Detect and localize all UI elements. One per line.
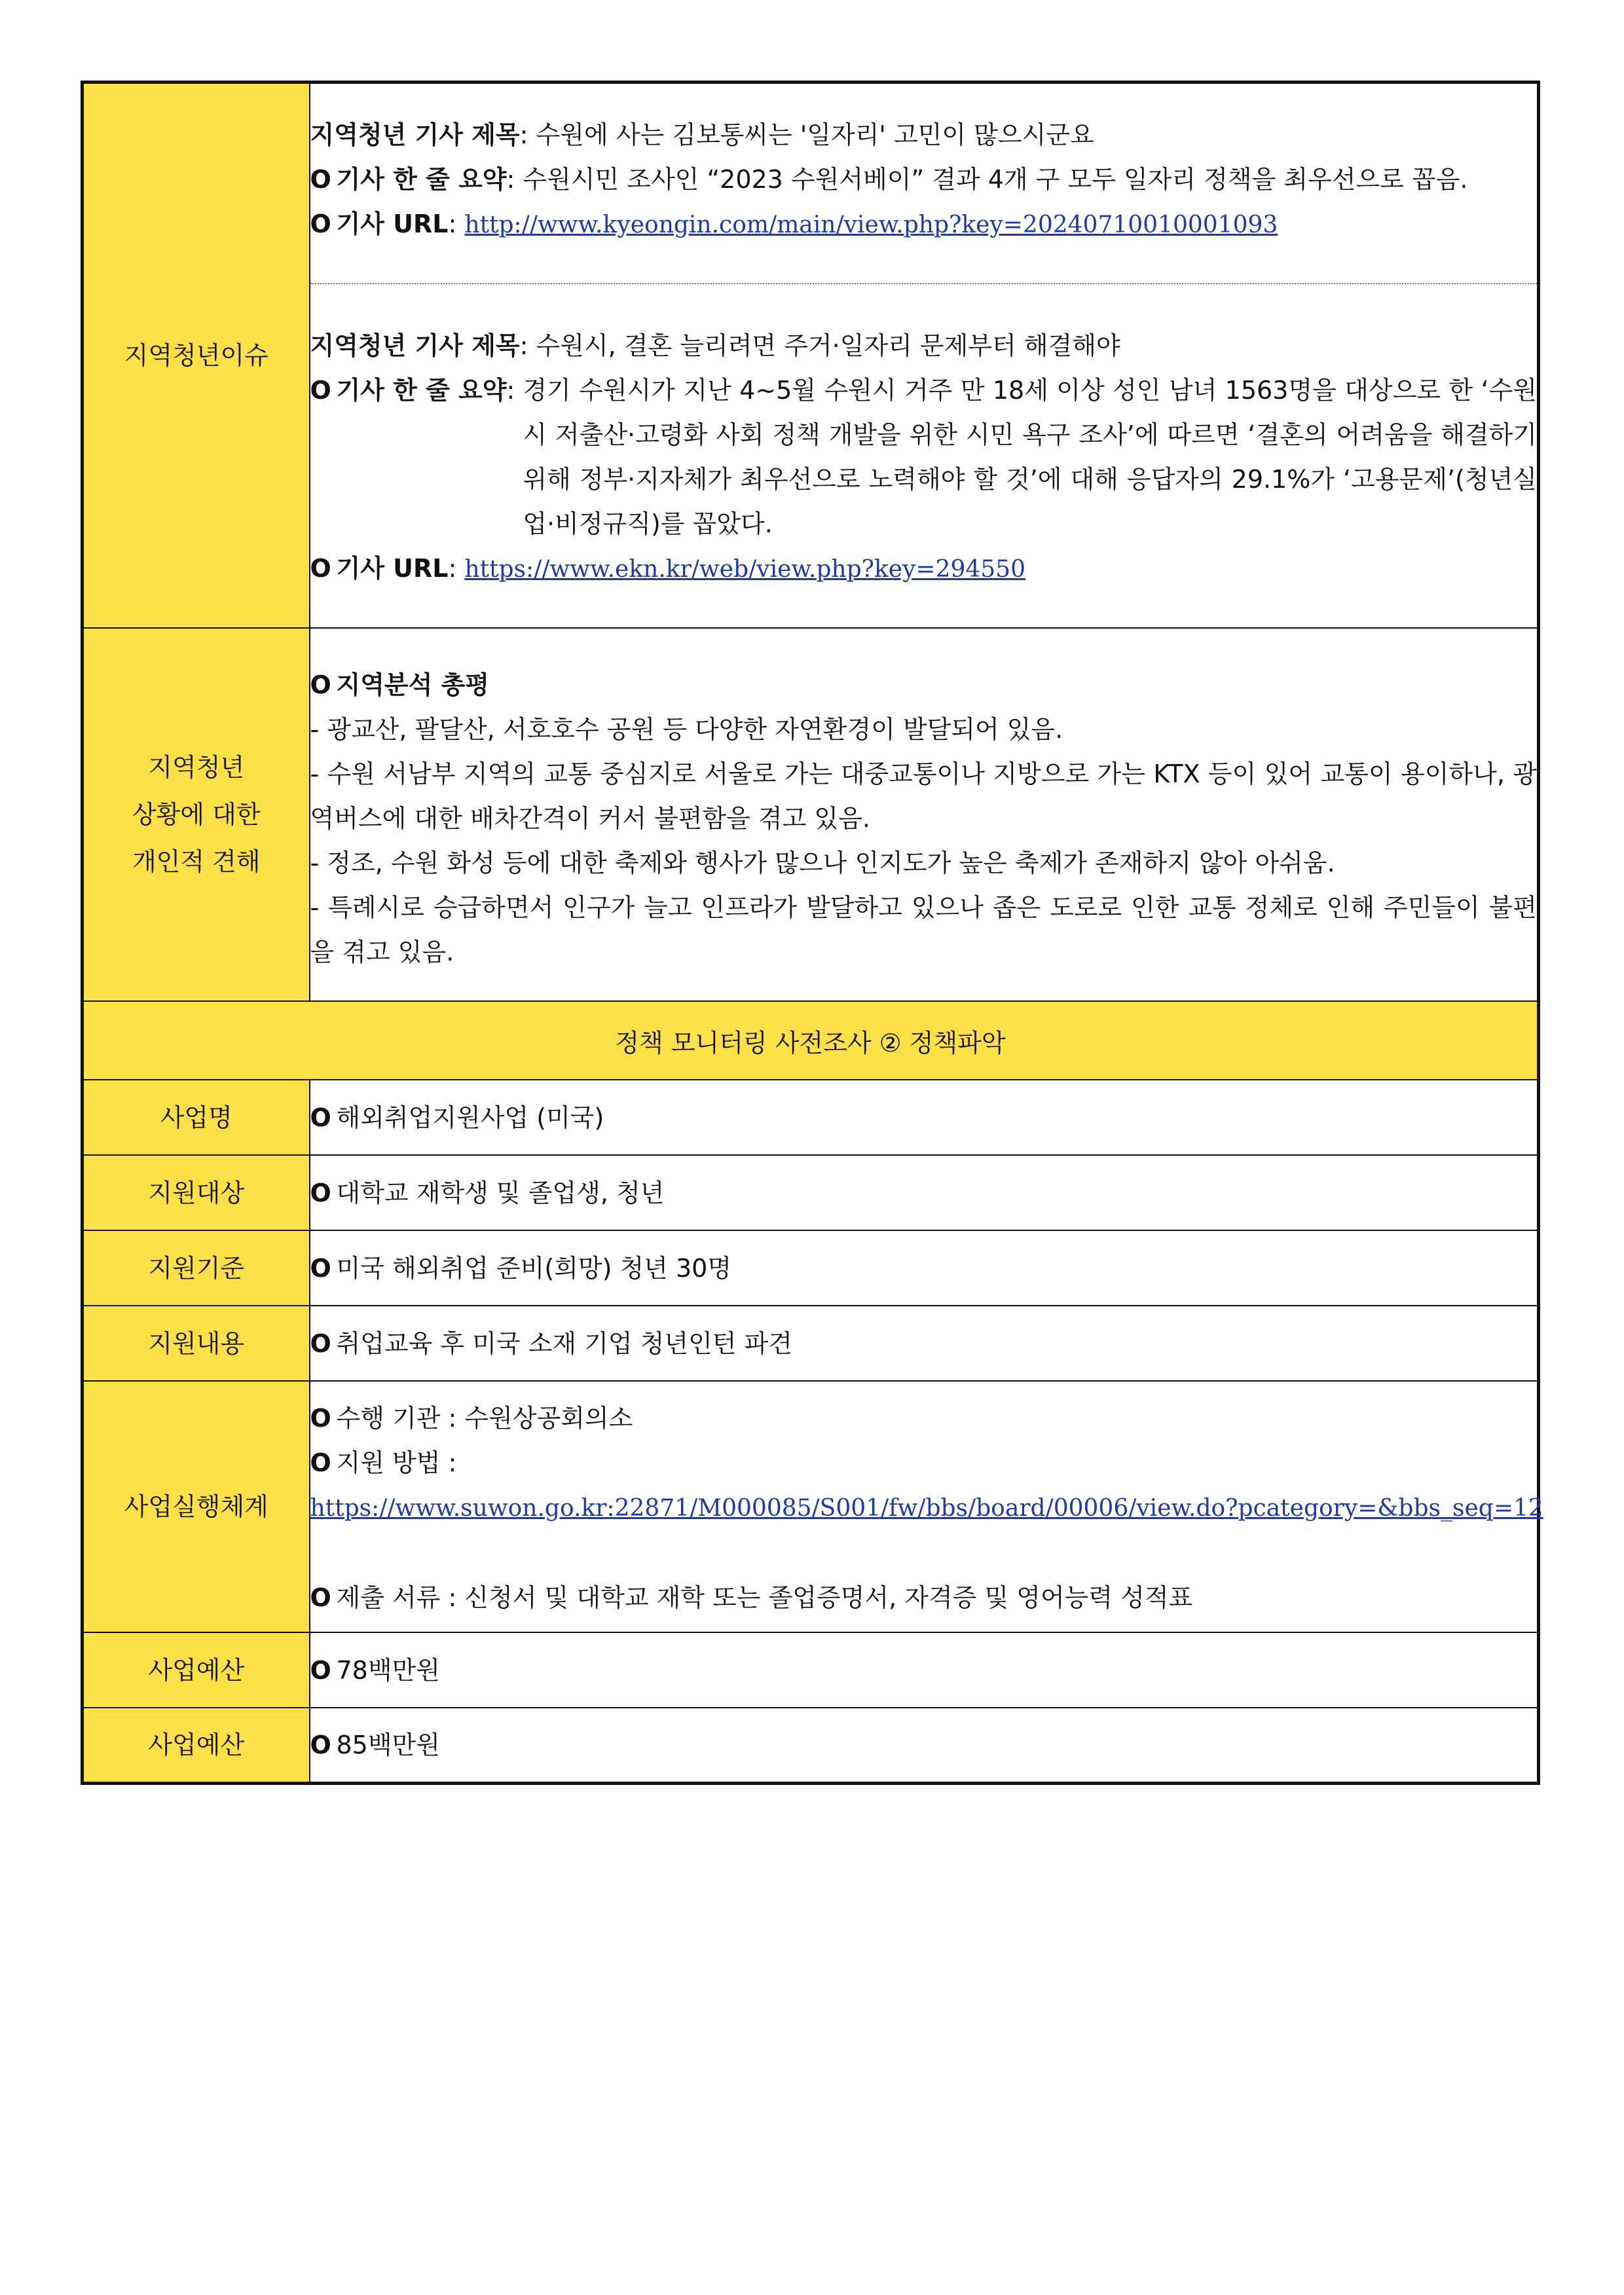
policy-row-label: 지원대상 — [83, 1155, 310, 1230]
policy-document-table — [81, 81, 1543, 1785]
policy-row-value — [310, 1155, 1539, 1230]
article-1-url-label: 기사 URL — [336, 210, 449, 238]
budget-value — [310, 1632, 1539, 1708]
article-2-summary-line — [310, 368, 1538, 546]
bullet-circle-icon: O — [310, 1448, 331, 1477]
article-2-url-line — [310, 546, 1538, 592]
article-1-url-line — [310, 202, 1538, 248]
budget-label: 사업예산 — [83, 1632, 310, 1708]
policy-row — [83, 1306, 1539, 1381]
execution-content — [310, 1381, 1543, 1632]
budget-row — [83, 1708, 1539, 1783]
colon: : — [448, 554, 457, 583]
article-1-title-label: 지역청년 기사 제목 — [310, 120, 520, 149]
article-2-summary-label: 기사 한 줄 요약 — [336, 376, 507, 405]
opinion-row — [83, 628, 1539, 1001]
article-1-summary-label: 기사 한 줄 요약 — [336, 165, 507, 194]
bullet-circle-icon: O — [310, 1253, 331, 1283]
opinion-point: - 특례시로 승급하면서 인구가 늘고 인프라가 발달하고 있으나 좁은 도로로 인한 교통 정체로 인해 주민들이 불편을 겪고 있음. — [310, 893, 1537, 966]
policy-row-label: 지원기준 — [83, 1230, 310, 1306]
opinion-heading-line — [310, 663, 1538, 707]
bullet-circle-icon: O — [310, 1583, 331, 1612]
bullet-circle-icon: O — [310, 1404, 331, 1433]
opinion-label — [83, 628, 310, 1001]
execution-method-line — [310, 1441, 1538, 1485]
blank-line — [310, 1531, 1538, 1575]
opinion-point: - 수원 서남부 지역의 교통 중심지로 서울로 가는 대중교통이나 지방으로 가는 KTX 등이 있어 교통이 용이하나, 광역버스에 대한 배차간격이 커서 불편함을 겪고 있음. — [310, 760, 1537, 833]
issues-content — [310, 83, 1539, 629]
opinion-label-line: 개인적 견해 — [132, 847, 261, 876]
issues-row — [83, 83, 1539, 629]
policy-row-value — [310, 1230, 1539, 1306]
article-2-title-label: 지역청년 기사 제목 — [310, 331, 520, 360]
policy-row — [83, 1155, 1539, 1230]
execution-documents: 제출 서류 : 신청서 및 대학교 재학 또는 졸업증명서, 자격증 및 영어능력 성적표 — [336, 1583, 1193, 1612]
bullet-circle-icon: O — [310, 210, 331, 238]
bullet-circle-icon: O — [310, 1329, 331, 1358]
execution-agency: 수행 기관 : 수원상공회의소 — [336, 1404, 633, 1433]
article-1-summary-line — [310, 157, 1538, 202]
policy-header-row — [83, 1001, 1539, 1080]
article-1-title: 수원에 사는 김보통씨는 '일자리' 고민이 많으시군요 — [536, 120, 1094, 149]
execution-row — [83, 1381, 1539, 1632]
article-2-url-label: 기사 URL — [336, 554, 449, 583]
issues-label: 지역청년이슈 — [83, 83, 310, 629]
article-2-url-link[interactable]: https://www.ekn.kr/web/view.php?key=294550 — [464, 556, 1025, 583]
opinion-content — [310, 628, 1539, 1001]
execution-method-url-line — [310, 1485, 1543, 1531]
colon: : — [448, 210, 457, 238]
article-1 — [310, 84, 1538, 283]
article-1-url-link[interactable]: http://www.kyeongin.com/main/view.php?key=20240710010001093 — [464, 211, 1278, 238]
budget-text: 85백만원 — [336, 1730, 440, 1759]
execution-label: 사업실행체계 — [83, 1381, 310, 1632]
bullet-circle-icon: O — [310, 165, 331, 194]
bullet-circle-icon: O — [310, 670, 331, 699]
policy-row-text: 해외취업지원사업 (미국) — [336, 1103, 604, 1132]
opinion-label-line: 지역청년 — [148, 753, 245, 782]
execution-method-url-link[interactable]: https://www.suwon.go.kr:22871/M000085/S001/fw/bbs/board/00006/view.do?pcategory=&bbs_seq=12 — [310, 1495, 1543, 1522]
colon: : — [519, 120, 528, 149]
budget-label: 사업예산 — [83, 1708, 310, 1783]
opinion-label-line: 상황에 대한 — [132, 800, 261, 829]
article-2-summary: 경기 수원시가 지난 4~5월 수원시 거주 만 18세 이상 성인 남녀 1563명을 대상으로 한 ‘수원시 저출산·고령화 사회 정책 개발을 위한 시민 욕구 조사’에 따르면 ‘결혼의 어려움을 해결하기 위해 정부·지자체가 최우선으로 노력해야 할 것’에 대해 응답자의 29.1%가 ‘고용문제’(청년실업·비정규직)를 꼽았다. — [523, 376, 1537, 538]
article-2 — [310, 283, 1538, 627]
article-2-title: 수원시, 결혼 늘리려면 주거·일자리 문제부터 해결해야 — [536, 331, 1120, 360]
budget-value — [310, 1708, 1539, 1783]
policy-row-text: 대학교 재학생 및 졸업생, 청년 — [336, 1178, 665, 1207]
policy-row-value — [310, 1080, 1539, 1155]
policy-row-text: 취업교육 후 미국 소재 기업 청년인턴 파견 — [336, 1329, 793, 1358]
bullet-circle-icon: O — [310, 376, 331, 405]
policy-section-header: 정책 모니터링 사전조사 ② 정책파악 — [83, 1001, 1539, 1080]
bullet-circle-icon: O — [310, 554, 331, 583]
policy-row — [83, 1080, 1539, 1155]
budget-row — [83, 1632, 1539, 1708]
article-1-title-line — [310, 113, 1538, 157]
colon: : — [519, 331, 528, 360]
colon: : — [506, 165, 515, 194]
article-2-title-line — [310, 323, 1538, 368]
bullet-circle-icon: O — [310, 1730, 331, 1759]
article-1-summary: 수원시민 조사인 “2023 수원서베이” 결과 4개 구 모두 일자리 정책을 최우선으로 꼽음. — [523, 165, 1468, 194]
budget-text: 78백만원 — [336, 1655, 440, 1685]
bullet-circle-icon: O — [310, 1655, 331, 1685]
opinion-point: - 광교산, 팔달산, 서호호수 공원 등 다양한 자연환경이 발달되어 있음. — [310, 715, 1063, 744]
execution-method-label: 지원 방법 : — [336, 1448, 457, 1477]
policy-row-label: 사업명 — [83, 1080, 310, 1155]
colon: : — [506, 376, 515, 405]
policy-row-label: 지원내용 — [83, 1306, 310, 1381]
opinion-point: - 정조, 수원 화성 등에 대한 축제와 행사가 많으나 인지도가 높은 축제가 존재하지 않아 아쉬움. — [310, 849, 1335, 877]
policy-row-value — [310, 1306, 1539, 1381]
bullet-circle-icon: O — [310, 1103, 331, 1132]
policy-row — [83, 1230, 1539, 1306]
opinion-heading: 지역분석 총평 — [336, 670, 489, 699]
policy-row-text: 미국 해외취업 준비(희망) 청년 30명 — [336, 1253, 732, 1283]
execution-agency-line — [310, 1396, 1538, 1441]
execution-documents-line — [310, 1575, 1538, 1620]
bullet-circle-icon: O — [310, 1178, 331, 1207]
